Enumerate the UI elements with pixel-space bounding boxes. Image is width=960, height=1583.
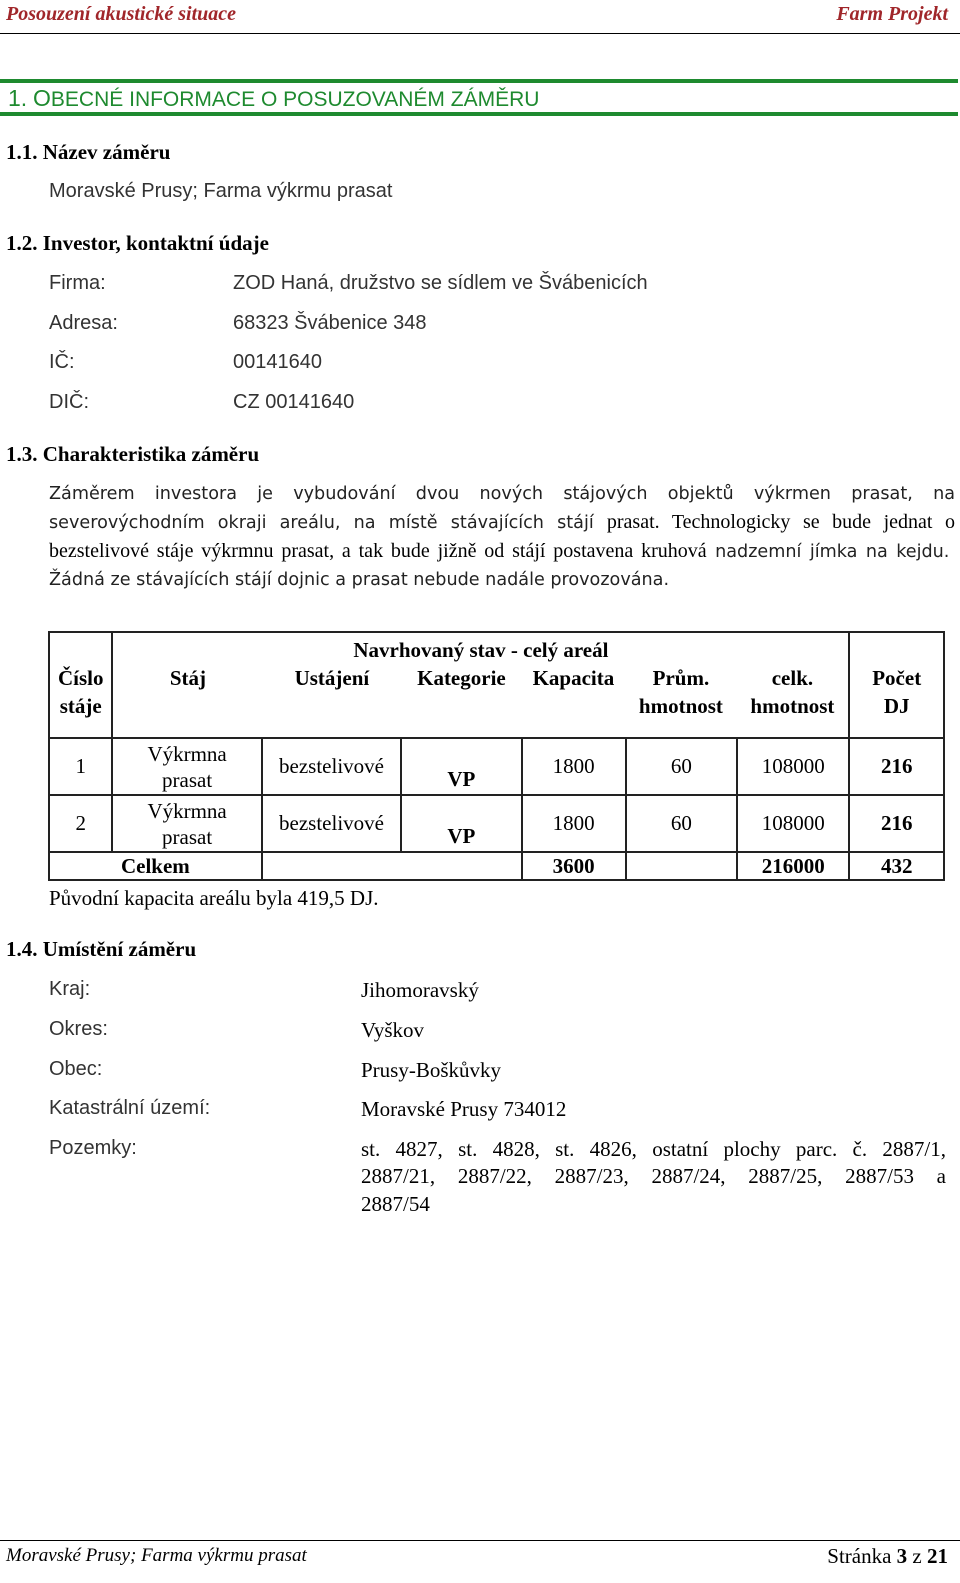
header-right: Farm Projekt <box>836 3 948 25</box>
katastralni-uzemi-value: Moravské Prusy 734012 <box>361 1097 567 1121</box>
total-celk-hmotnost: 216000 <box>737 852 849 880</box>
total-empty <box>262 852 522 880</box>
dic-value: CZ 00141640 <box>233 391 355 413</box>
cell-staj: Výkrmna prasat <box>112 795 261 852</box>
col-header-kategorie: Kategorie <box>417 666 506 690</box>
footer-divider <box>0 1540 960 1541</box>
total-kapacita: 3600 <box>522 852 626 880</box>
project-name: Moravské Prusy; Farma výkrmu prasat <box>49 180 393 202</box>
col-header-ustajeni: Ustájení <box>294 666 370 690</box>
col-header-prum-hmotnost: Prům. hmotnost <box>638 666 723 718</box>
cell-prum-hmotnost: 60 <box>626 738 737 795</box>
total-label: Celkem <box>49 852 262 880</box>
total-empty-prum <box>626 852 737 880</box>
dic-label: DIČ: <box>49 391 89 413</box>
table-total-row <box>49 852 944 880</box>
cell-kapacita: 1800 <box>522 795 626 852</box>
cell-kapacita: 1800 <box>522 738 626 795</box>
okres-value: Vyškov <box>361 1018 425 1042</box>
kraj-value: Jihomoravský <box>361 978 479 1002</box>
ic-value: 00141640 <box>233 351 322 373</box>
table-title: Navrhovaný stav - celý areál <box>353 638 609 662</box>
pozemky-line-2: 2887/21, 2887/22, 2887/23, 2887/24, 2887/25, 2887/53 a <box>361 1164 946 1188</box>
cell-ustajeni: bezstelivové <box>262 795 401 852</box>
cell-kategorie: VP <box>401 738 521 795</box>
adresa-label: Adresa: <box>49 312 118 334</box>
section-1-title-bar <box>0 79 958 116</box>
cell-pocet-dj: 216 <box>849 738 944 795</box>
cell-cislo: 1 <box>49 738 112 795</box>
pozemky-line-1: st. 4827, st. 4828, st. 4826, ostatní plochy parc. č. 2887/1, <box>361 1137 946 1161</box>
obec-label: Obec: <box>49 1058 103 1080</box>
col-header-celk-hmotnost: celk. hmotnost <box>750 666 835 718</box>
capacity-table <box>48 631 945 881</box>
header-divider <box>0 33 960 34</box>
col-header-staj: Stáj <box>169 666 206 690</box>
section-1-3-heading: 1.3. Charakteristika záměru <box>6 442 260 466</box>
kraj-label: Kraj: <box>49 978 91 1000</box>
obec-value: Prusy-Boškůvky <box>361 1058 502 1082</box>
col-header-kapacita: Kapacita <box>532 666 615 690</box>
cell-pocet-dj: 216 <box>849 795 944 852</box>
table-row <box>49 738 944 795</box>
section-1-title: 1. OBECNÉ INFORMACE O POSUZOVANÉM ZÁMĚRU <box>8 85 540 111</box>
footer-left: Moravské Prusy; Farma výkrmu prasat <box>6 1545 307 1566</box>
adresa-value: 68323 Švábenice 348 <box>233 312 427 334</box>
cell-celk-hmotnost: 108000 <box>737 738 849 795</box>
table-row <box>49 795 944 852</box>
cell-ustajeni: bezstelivové <box>262 738 401 795</box>
cell-kategorie: VP <box>401 795 521 852</box>
table-header-row <box>49 632 944 738</box>
col-header-cislo: Číslo stáje <box>49 632 112 738</box>
total-pocet-dj: 432 <box>849 852 944 880</box>
pozemky-label: Pozemky: <box>49 1137 137 1159</box>
col-header-pocet-dj: Počet DJ <box>849 632 944 738</box>
cell-staj: Výkrmna prasat <box>112 738 261 795</box>
ic-label: IČ: <box>49 351 75 373</box>
cell-cislo: 2 <box>49 795 112 852</box>
cell-celk-hmotnost: 108000 <box>737 795 849 852</box>
firma-label: Firma: <box>49 272 106 294</box>
table-header-group <box>112 632 849 738</box>
pozemky-line-3: 2887/54 <box>361 1192 430 1216</box>
header-left: Posouzení akustické situace <box>6 3 237 25</box>
firma-value: ZOD Haná, družstvo se sídlem ve Švábenicích <box>233 272 648 294</box>
page-number: Stránka 3 z 21 <box>827 1544 948 1568</box>
cell-prum-hmotnost: 60 <box>626 795 737 852</box>
characteristic-paragraph: Záměrem investora je vybudování dvou nových stájových objektů výkrmen prasat, na severovýchodním okraji areálu, na místě stávajících stájí prasat. Technologicky se bude jednat o bezstelivové stáje výkrmnu prasat, a tak bude jižně od stájí postavena kruhová nadzemní jímka na kejdu. Žádná ze stávajících stájí dojnic a prasat nebude nadále provozována. <box>49 484 955 590</box>
section-1-2-heading: 1.2. Investor, kontaktní údaje <box>6 231 269 255</box>
okres-label: Okres: <box>49 1018 108 1040</box>
section-1-1-heading: 1.1. Název záměru <box>6 140 171 164</box>
katastralni-uzemi-label: Katastrální území: <box>49 1097 211 1119</box>
section-1-4-heading: 1.4. Umístění záměru <box>6 937 197 961</box>
capacity-note: Původní kapacita areálu byla 419,5 DJ. <box>49 886 379 910</box>
